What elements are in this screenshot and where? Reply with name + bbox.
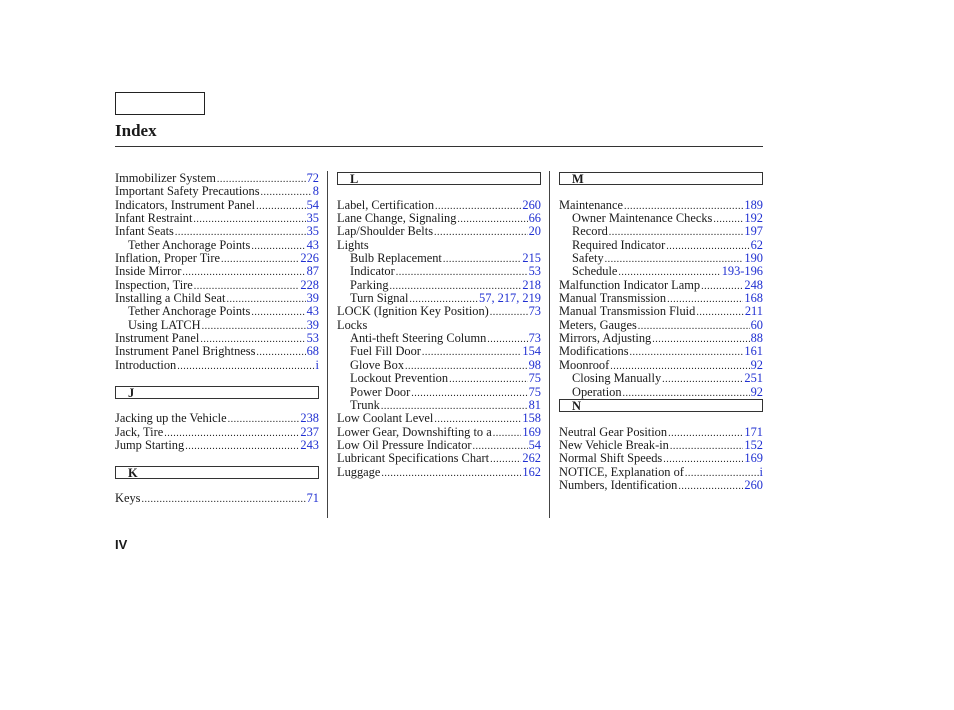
- index-subentry: [559, 239, 763, 252]
- page-number: IV: [115, 537, 128, 552]
- index-entry: [337, 239, 541, 252]
- entry-term: Inflation, Proper Tire: [115, 251, 220, 266]
- index-entry: [115, 292, 319, 305]
- index-entry: [115, 492, 319, 505]
- page-link[interactable]: 54: [528, 437, 541, 452]
- entry-term: Indicators, Instrument Panel: [115, 197, 256, 212]
- dot-leader: [228, 413, 300, 426]
- page-link[interactable]: 152: [744, 437, 763, 452]
- index-entry: [559, 426, 763, 439]
- entry-term: Luggage: [337, 464, 381, 479]
- page-link[interactable]: 171: [744, 424, 763, 439]
- dot-leader: [670, 440, 744, 453]
- entry-term: Inside Mirror: [115, 264, 182, 279]
- dot-leader: [182, 266, 305, 279]
- page-link[interactable]: 243: [300, 437, 319, 452]
- index-subentry: [115, 239, 319, 252]
- index-entry: [559, 292, 763, 305]
- spacer: [115, 479, 319, 492]
- spacer: [115, 372, 319, 385]
- section-letter-heading: M: [559, 172, 763, 185]
- entry-term: Introduction: [115, 357, 177, 372]
- dot-leader: [141, 493, 305, 506]
- dot-leader: [261, 186, 312, 199]
- dot-leader: [251, 240, 305, 253]
- dot-leader: [256, 346, 305, 359]
- spacer: [559, 185, 763, 198]
- spacer: [115, 399, 319, 412]
- entry-term: Lower Gear, Downshifting to a: [337, 424, 492, 439]
- index-column-3: [559, 172, 763, 492]
- dot-leader: [678, 480, 743, 493]
- entry-term: Mirrors, Adjusting: [559, 331, 652, 346]
- page-link[interactable]: 20: [528, 224, 541, 239]
- dot-leader: [381, 467, 521, 480]
- index-subentry: [337, 252, 541, 265]
- page-link[interactable]: 81: [528, 397, 541, 412]
- entry-term: Infant Restraint: [115, 211, 193, 226]
- section-letter-heading: N: [559, 399, 763, 412]
- index-subentry: [559, 265, 763, 278]
- page-link[interactable]: 158: [522, 411, 541, 426]
- entry-term: Tether Anchorage Points: [128, 304, 251, 319]
- index-entry: [559, 199, 763, 212]
- index-column-1: [115, 172, 319, 506]
- index-subentry: [337, 359, 541, 372]
- dot-leader: [202, 320, 306, 333]
- page-link[interactable]: 238: [300, 411, 319, 426]
- title-rule: [115, 146, 763, 147]
- dot-leader: [666, 240, 749, 253]
- dot-leader: [221, 253, 299, 266]
- index-subentry: [337, 399, 541, 412]
- index-entry: [115, 359, 319, 372]
- entry-term: Inspection, Tire: [115, 277, 193, 292]
- entry-term: Turn Signal: [350, 291, 409, 306]
- entry-term: Immobilizer System: [115, 171, 216, 185]
- page-link[interactable]: 60: [750, 317, 763, 332]
- dot-leader: [493, 427, 522, 440]
- page-link[interactable]: 192: [744, 211, 763, 226]
- index-subentry: [337, 386, 541, 399]
- index-entry: [115, 185, 319, 198]
- entry-term: Closing Manually: [572, 371, 662, 386]
- index-entry: [115, 265, 319, 278]
- entry-term: Glove Box: [350, 357, 405, 372]
- page-link[interactable]: 169: [744, 451, 763, 466]
- dot-leader: [422, 346, 521, 359]
- index-subentry: [559, 386, 763, 399]
- dot-leader: [185, 440, 299, 453]
- dot-leader: [193, 213, 305, 226]
- page-link[interactable]: 215: [522, 251, 541, 266]
- section-tab-box: [115, 92, 205, 115]
- page-link[interactable]: i: [759, 464, 763, 479]
- dot-leader: [449, 373, 528, 386]
- entry-term: Moonroof: [559, 357, 610, 372]
- entry-term: Fuel Fill Door: [350, 344, 421, 359]
- dot-leader: [164, 427, 299, 440]
- page-link[interactable]: 66: [528, 211, 541, 226]
- index-subentry: [559, 212, 763, 225]
- index-entry: [337, 412, 541, 425]
- entry-term: Important Safety Precautions: [115, 184, 260, 199]
- index-subentry: [115, 319, 319, 332]
- spacer: [115, 452, 319, 465]
- index-entry: [115, 172, 319, 185]
- column-divider: [327, 171, 328, 518]
- entry-term: Record: [572, 224, 608, 239]
- index-entry: [559, 305, 763, 318]
- page-link[interactable]: 75: [528, 371, 541, 386]
- entry-term: Jacking up the Vehicle: [115, 411, 227, 426]
- page-link[interactable]: 62: [750, 237, 763, 252]
- entry-term: Instrument Panel: [115, 331, 200, 346]
- column-divider: [549, 171, 550, 518]
- page-link[interactable]: 218: [522, 277, 541, 292]
- index-entry: [115, 412, 319, 425]
- spacer: [559, 412, 763, 425]
- index-entry: [115, 225, 319, 238]
- entry-term: Numbers, Identification: [559, 477, 678, 492]
- entry-term: Low Oil Pressure Indicator: [337, 437, 472, 452]
- dot-leader: [638, 320, 750, 333]
- entry-term: Trunk: [350, 397, 380, 412]
- page-link[interactable]: 73: [528, 331, 541, 346]
- entry-term: Jump Starting: [115, 437, 185, 452]
- entry-term: Infant Seats: [115, 224, 174, 239]
- dot-leader: [490, 306, 528, 319]
- section-letter-heading: J: [115, 386, 319, 399]
- dot-leader: [696, 306, 744, 319]
- entry-term: New Vehicle Break-in: [559, 437, 669, 452]
- page-link[interactable]: 189: [744, 197, 763, 212]
- dot-leader: [701, 280, 743, 293]
- index-entry: [337, 319, 541, 332]
- page-link[interactable]: 88: [750, 331, 763, 346]
- page-link[interactable]: 92: [750, 357, 763, 372]
- index-entry: [559, 439, 763, 452]
- page-title: Index: [115, 121, 157, 140]
- entry-term: Lane Change, Signaling: [337, 211, 457, 226]
- index-entry: [559, 359, 763, 372]
- dot-leader: [251, 306, 305, 319]
- entry-term: Modifications: [559, 344, 629, 359]
- page-link[interactable]: 260: [522, 197, 541, 212]
- page-link[interactable]: 190: [744, 251, 763, 266]
- index-entry: [115, 212, 319, 225]
- index-subentry: [337, 279, 541, 292]
- page-link[interactable]: 73: [528, 304, 541, 319]
- entry-term: Label, Certification: [337, 197, 435, 212]
- index-subentry: [337, 372, 541, 385]
- index-subentry: [559, 252, 763, 265]
- page-link[interactable]: 39: [306, 291, 319, 306]
- entry-term: Manual Transmission Fluid: [559, 304, 696, 319]
- index-entry: [337, 426, 541, 439]
- entry-term: Maintenance: [559, 197, 623, 212]
- entry-term: Locks: [337, 317, 368, 332]
- entry-term: Tether Anchorage Points: [128, 237, 251, 252]
- page-link[interactable]: 57, 217, 219: [479, 291, 541, 306]
- page-link[interactable]: 35: [306, 211, 319, 226]
- index-entry: [337, 466, 541, 479]
- section-letter-heading: K: [115, 466, 319, 479]
- entry-term: LOCK (Ignition Key Position): [337, 304, 489, 319]
- index-entry: [559, 466, 763, 479]
- dot-leader: [434, 226, 528, 239]
- page-link[interactable]: 75: [528, 384, 541, 399]
- dot-leader: [256, 200, 306, 213]
- index-subentry: [115, 305, 319, 318]
- page-link[interactable]: 87: [306, 264, 319, 279]
- index-subentry: [559, 225, 763, 238]
- index-column-2: [337, 172, 541, 479]
- entry-term: Lubricant Specifications Chart: [337, 451, 490, 466]
- page-link[interactable]: 248: [744, 277, 763, 292]
- dot-leader: [443, 253, 522, 266]
- index-entry: [115, 332, 319, 345]
- dot-leader: [668, 427, 743, 440]
- index-entry: [115, 199, 319, 212]
- page-link[interactable]: 92: [750, 384, 763, 399]
- page-link[interactable]: 53: [528, 264, 541, 279]
- page-link[interactable]: 193-196: [721, 264, 763, 279]
- page-link[interactable]: 54: [306, 197, 319, 212]
- page-link[interactable]: 262: [522, 451, 541, 466]
- page-link[interactable]: 8: [312, 184, 319, 199]
- entry-term: Neutral Gear Position: [559, 424, 668, 439]
- index-entry: [337, 452, 541, 465]
- page-link[interactable]: 226: [300, 251, 319, 266]
- index-entry: [559, 452, 763, 465]
- index-entry: [115, 252, 319, 265]
- page-link[interactable]: 228: [300, 277, 319, 292]
- entry-term: Keys: [115, 491, 141, 506]
- section-letter-heading: L: [337, 172, 541, 185]
- page-link[interactable]: 43: [306, 237, 319, 252]
- page-link[interactable]: 43: [306, 304, 319, 319]
- entry-term: Anti-theft Steering Column: [350, 331, 487, 346]
- entry-term: Installing a Child Seat: [115, 291, 226, 306]
- index-entry: [115, 439, 319, 452]
- index-entry: [337, 212, 541, 225]
- dot-leader: [411, 387, 527, 400]
- page-link[interactable]: 237: [300, 424, 319, 439]
- page-link[interactable]: 68: [306, 344, 319, 359]
- entry-term: Lockout Prevention: [350, 371, 449, 386]
- index-entry: [337, 439, 541, 452]
- entry-term: NOTICE, Explanation of: [559, 464, 684, 479]
- dot-leader: [630, 346, 744, 359]
- entry-term: Lights: [337, 237, 369, 252]
- page-link[interactable]: 35: [306, 224, 319, 239]
- page-link[interactable]: 197: [744, 224, 763, 239]
- index-subentry: [337, 265, 541, 278]
- dot-leader: [490, 453, 521, 466]
- entry-term: Using LATCH: [128, 317, 201, 332]
- entry-term: Owner Maintenance Checks: [572, 211, 713, 226]
- entry-term: Low Coolant Level: [337, 411, 434, 426]
- index-entry: [559, 345, 763, 358]
- page-link[interactable]: 39: [306, 317, 319, 332]
- entry-term: Malfunction Indicator Lamp: [559, 277, 701, 292]
- index-entry: [337, 199, 541, 212]
- entry-term: Required Indicator: [572, 237, 666, 252]
- page-link[interactable]: 211: [744, 304, 763, 319]
- index-entry: [337, 305, 541, 318]
- index-entry: [115, 345, 319, 358]
- entry-term: Instrument Panel Brightness: [115, 344, 256, 359]
- dot-leader: [457, 213, 527, 226]
- index-entry: [337, 225, 541, 238]
- page-link[interactable]: 251: [744, 371, 763, 386]
- page-link[interactable]: 168: [744, 291, 763, 306]
- index-entry: [559, 332, 763, 345]
- index-subentry: [559, 372, 763, 385]
- index-subentry: [337, 345, 541, 358]
- page-link[interactable]: 71: [306, 491, 319, 506]
- index-entry: [559, 479, 763, 492]
- entry-term: Lap/Shoulder Belts: [337, 224, 434, 239]
- dot-leader: [662, 373, 743, 386]
- dot-leader: [713, 213, 743, 226]
- entry-term: Indicator: [350, 264, 395, 279]
- index-subentry: [337, 332, 541, 345]
- entry-term: Bulb Replacement: [350, 251, 442, 266]
- page-link[interactable]: 72: [306, 171, 319, 185]
- index-entry: [559, 319, 763, 332]
- dot-leader: [396, 266, 528, 279]
- index-entry: [559, 279, 763, 292]
- page-link[interactable]: 154: [522, 344, 541, 359]
- entry-term: Operation: [572, 384, 622, 399]
- entry-term: Manual Transmission: [559, 291, 667, 306]
- entry-term: Normal Shift Speeds: [559, 451, 663, 466]
- entry-term: Meters, Gauges: [559, 317, 637, 332]
- page-link[interactable]: 260: [744, 477, 763, 492]
- entry-term: Schedule: [572, 264, 618, 279]
- dot-leader: [623, 387, 750, 400]
- dot-leader: [652, 333, 749, 346]
- page-link[interactable]: 169: [522, 424, 541, 439]
- entry-term: Safety: [572, 251, 604, 266]
- index-subentry: [337, 292, 541, 305]
- page-link[interactable]: 98: [528, 357, 541, 372]
- entry-term: Jack, Tire: [115, 424, 164, 439]
- entry-term: Power Door: [350, 384, 411, 399]
- dot-leader: [177, 360, 314, 373]
- page-link[interactable]: i: [315, 357, 319, 372]
- index-entry: [115, 279, 319, 292]
- page-link[interactable]: 53: [306, 331, 319, 346]
- page-link[interactable]: 162: [522, 464, 541, 479]
- index-entry: [115, 426, 319, 439]
- spacer: [337, 185, 541, 198]
- page-link[interactable]: 161: [744, 344, 763, 359]
- entry-term: Parking: [350, 277, 389, 292]
